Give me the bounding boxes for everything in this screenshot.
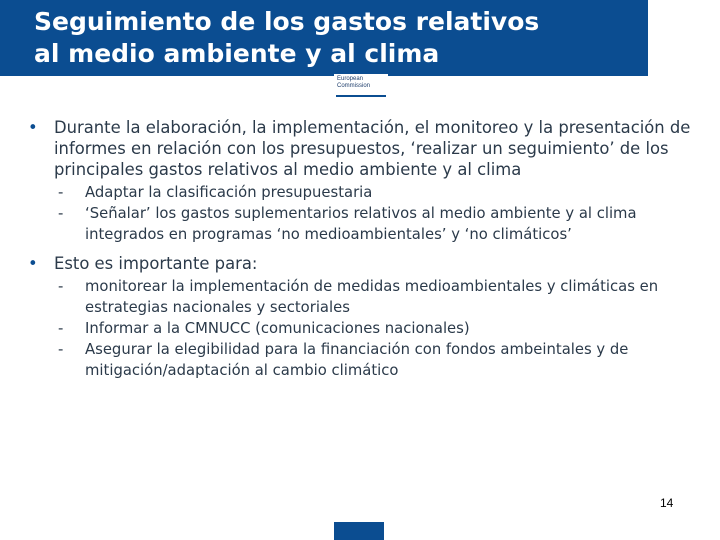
sub-item <box>58 182 700 203</box>
sub-item <box>58 318 700 339</box>
page-number: 14 <box>660 496 674 510</box>
sub-item-text: Informar a la CMNUCC (comunicaciones nacionales) <box>85 320 470 337</box>
bullet-icon: • <box>28 118 38 137</box>
slide-content <box>28 117 700 381</box>
sub-item <box>58 276 700 318</box>
sub-item-text: ‘Señalar’ los gastos suplementarios relativos al medio ambiente y al clima integrados en programas ‘no medioambientales’ y ‘no climáticos’ <box>85 205 637 243</box>
sub-item-text: monitorear la implementación de medidas medioambientales y climáticas en estrategias nacionales y sectoriales <box>85 278 659 316</box>
european-commission-logo <box>334 74 388 98</box>
dash-icon: - <box>58 341 64 358</box>
sub-item-text: Asegurar la elegibilidad para la financiación con fondos ambeintales y de mitigación/adaptación al cambio climático <box>85 341 629 379</box>
dash-icon: - <box>58 205 64 222</box>
bullet-text: Durante la elaboración, la implementación, el monitoreo y la presentación de informes en relación con los presupuestos, ‘realizar un seguimiento’ de los principales gastos relativos al medio ambiente y al clima <box>54 118 691 179</box>
dash-icon: - <box>58 278 64 295</box>
eu-flag-footer <box>334 522 384 540</box>
sub-item <box>58 339 700 381</box>
sub-list <box>58 276 700 381</box>
logo-rule <box>336 95 386 97</box>
logo-text-line-1: European <box>337 76 364 82</box>
bullet-icon: • <box>28 254 38 273</box>
bullet-item <box>28 253 700 274</box>
sub-list <box>58 182 700 245</box>
dash-icon: - <box>58 184 64 201</box>
spacer <box>28 245 700 253</box>
logo-text-line-2: Commission <box>337 83 371 89</box>
slide-title-line-1: Seguimiento de los gastos relativos <box>34 7 540 36</box>
bullet-text: Esto es importante para: <box>54 254 258 273</box>
bullet-item <box>28 117 700 180</box>
sub-item <box>58 203 700 245</box>
slide-title-bar <box>0 0 648 76</box>
dash-icon: - <box>58 320 64 337</box>
slide-title-line-2: al medio ambiente y al clima <box>34 39 440 68</box>
sub-item-text: Adaptar la clasificación presupuestaria <box>85 184 373 201</box>
logo-text <box>337 76 370 90</box>
